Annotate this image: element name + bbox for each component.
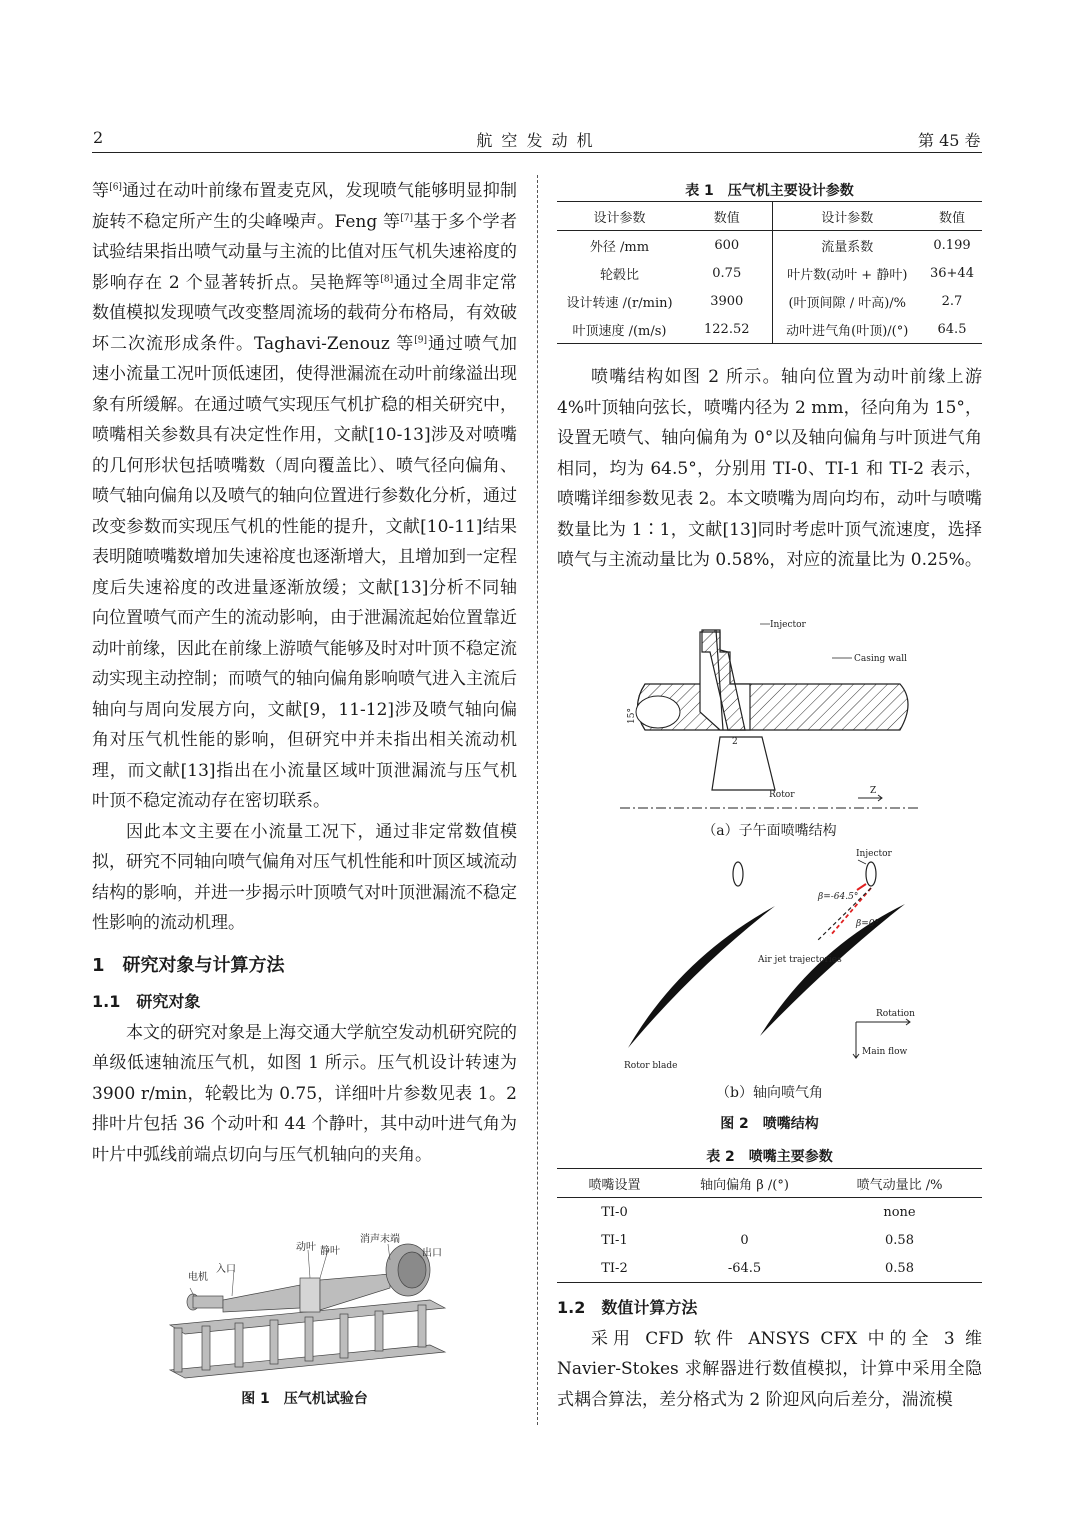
figure-2a-meridional xyxy=(620,612,920,812)
table-row: TI-1 0 0.58 xyxy=(601,1232,914,1248)
table-1 xyxy=(557,201,982,344)
label-casing-wall: Casing wall xyxy=(854,654,907,664)
label-muffler: 消声末端 xyxy=(360,1234,400,1245)
figure-1-test-rig xyxy=(160,1230,460,1380)
meridional-drawing xyxy=(620,612,920,812)
section-heading-1: 1 研究对象与计算方法 xyxy=(92,954,285,976)
table-1-header: 设计参数 数值 设计参数 数值 xyxy=(557,202,982,231)
label-rotation: Rotation xyxy=(876,1009,915,1019)
figure-2b-caption: （b）轴向喷气角 xyxy=(716,1085,823,1101)
figure-2a-caption: （a）子午面喷嘴结构 xyxy=(702,823,837,839)
label-rotor-blade: Rotor blade xyxy=(624,1061,678,1070)
table-row: TI-0 none xyxy=(601,1204,916,1220)
paragraph-numerical: 采用 CFD 软件 ANSYS CFX 中的全 3 维 Navier-Stokes 求解器进行数值模拟，计算中采用全隐式耦合算法，差分格式为 2 阶迎风向后差分，湍流模 xyxy=(557,1328,982,1410)
table-row: 轮毂比 0.75 叶片数(动叶 + 静叶) 36+44 xyxy=(557,259,982,287)
journal-title: 航 空 发 动 机 xyxy=(476,131,595,150)
label-rotor: Rotor xyxy=(769,790,795,800)
table-row: 外径 /mm 600 流量系数 0.199 xyxy=(557,231,982,260)
section-heading-1-1: 1.1 研究对象 xyxy=(92,992,201,1011)
table-row: 叶顶速度 /(m/s) 122.52 动叶进气角(叶顶)/(°) 64.5 xyxy=(557,315,982,344)
table-1-caption: 表 1 压气机主要设计参数 xyxy=(685,183,854,199)
citation: [9] xyxy=(414,334,427,345)
header-rule xyxy=(92,152,982,153)
section-heading-1-2: 1.2 数值计算方法 xyxy=(557,1298,698,1317)
label-beta-64: β=-64.5° xyxy=(818,892,859,902)
label-injector: Injector xyxy=(770,620,806,630)
table-2-caption: 表 2 喷嘴主要参数 xyxy=(706,1149,833,1165)
label-outlet: 出口 xyxy=(422,1248,442,1259)
label-beta-0: β=0° xyxy=(856,919,879,929)
label-axis-z: Z xyxy=(870,786,877,796)
figure-1-caption: 图 1 压气机试验台 xyxy=(241,1391,368,1407)
citation: [6] xyxy=(109,182,122,193)
label-injector: Injector xyxy=(856,849,892,859)
label-main-flow: Main flow xyxy=(862,1047,908,1057)
right-column-bottom xyxy=(557,1293,982,1415)
table-2 xyxy=(557,1168,982,1283)
test-rig-drawing xyxy=(160,1230,460,1380)
left-column xyxy=(92,176,517,1170)
paragraph-nozzle: 喷嘴结构如图 2 所示。轴向位置为动叶前缘上游 4%叶顶轴向弦长，喷嘴内径为 2 mm，径向角为 15°，设置无喷气、轴向偏角为 0°以及轴向偏角与叶顶进气角相同，均为 64.5°，分别用 TI-0、TI-1 和 TI-2 表示，喷嘴详细参数见表 2。本文喷嘴为周向均布，动叶与喷嘴数量比为 1∶1，文献[13]同时考虑叶顶气流速度，选择喷气与主流动量比为 0.58%，对应的流量比为 0.25%。 xyxy=(557,367,982,570)
table-row: TI-2 -64.5 0.58 xyxy=(601,1260,914,1276)
page-number: 2 xyxy=(93,128,104,147)
label-motor: 电机 xyxy=(188,1272,208,1283)
column-divider xyxy=(537,175,538,1425)
figure-2-caption: 图 2 喷嘴结构 xyxy=(720,1116,819,1132)
paragraph-object: 本文的研究对象是上海交通大学航空发动机研究院的单级低速轴流压气机，如图 1 所示。压气机设计转速为 3900 r/min，轮毂比为 0.75，详细叶片参数见表 1。2 排叶片包括 36 个动叶和 44 个静叶，其中动叶进气角为叶片中弧线前端点切向与压气机轴向的夹角。 xyxy=(92,1022,517,1165)
label-air-jet-trajectories: Air jet trajectories xyxy=(758,955,842,965)
paragraph-purpose: 因此本文主要在小流量工况下，通过非定常数值模拟，研究不同轴向喷气偏角对压气机性能和叶顶区域流动结构的影响，并进一步揭示叶顶喷气对叶顶泄漏流不稳定性影响的流动机理。 xyxy=(92,821,517,933)
citation: [8] xyxy=(380,273,394,284)
figure-2b-axial-angle xyxy=(620,848,920,1070)
label-inlet: 入口 xyxy=(216,1264,236,1275)
citation: [7] xyxy=(400,212,414,223)
volume-label: 第 45 卷 xyxy=(918,131,981,150)
right-column-top xyxy=(557,362,982,576)
table-2-header: 喷嘴设置 轴向偏角 β /(°) 喷气动量比 /% xyxy=(557,1169,982,1198)
label-rotor: 动叶 xyxy=(296,1242,316,1253)
paragraph-intro: 等[6]通过在动叶前缘布置麦克风，发现喷气能够明显抑制旋转不稳定所产生的尖峰噪声。Feng 等[7]基于多个学者试验结果指出喷气动量与主流的比值对压气机失速裕度的影响存在 2 个显著转折点。吴艳辉等[8]通过全周非定常数值模拟发现喷气改变整周流场的载荷分布格局，有效破坏二次流形成条件。Taghavi-Zenouz 等[9]通过喷气加速小流量工况叶顶低速团，使得泄漏流在动叶前缘溢出现象有所缓解。在通过喷气实现压气机扩稳的相关研究中，喷嘴相关参数具有决定性作用，文献[10-13]涉及对喷嘴的几何形状包括喷嘴数（周向覆盖比）、喷气径向偏角、喷气轴向偏角以及喷气的轴向位置进行参数化分析，通过改变参数而实现压气机的性能的提升，文献[10-11]结果表明随喷嘴数增加失速裕度也逐渐增大，且增加到一定程度后失速裕度的改进量逐渐放缓；文献[13]分析不同轴向位置喷气而产生的流动影响，由于泄漏流起始位置靠近动叶前缘，因此在前缘上游喷气能够及时对叶顶不稳定流动实现主动控制；而喷气的轴向偏角影响喷气进入主流后轴向与周向发展方向，文献[9，11-12]涉及喷气轴向偏角对压气机性能的影响，但研究中并未指出相关流动机理，而文献[13]指出在小流量区域叶顶泄漏流与压气机叶顶不稳定流动存在密切联系。 xyxy=(92,181,518,811)
label-clearance: 2 xyxy=(732,737,738,747)
label-radial-angle: 15° xyxy=(627,708,637,724)
label-stator: 静叶 xyxy=(320,1246,340,1257)
axial-angle-drawing xyxy=(620,848,920,1070)
table-row: 设计转速 /(r/min) 3900 (叶顶间隙 / 叶高)/% 2.7 xyxy=(557,287,982,315)
